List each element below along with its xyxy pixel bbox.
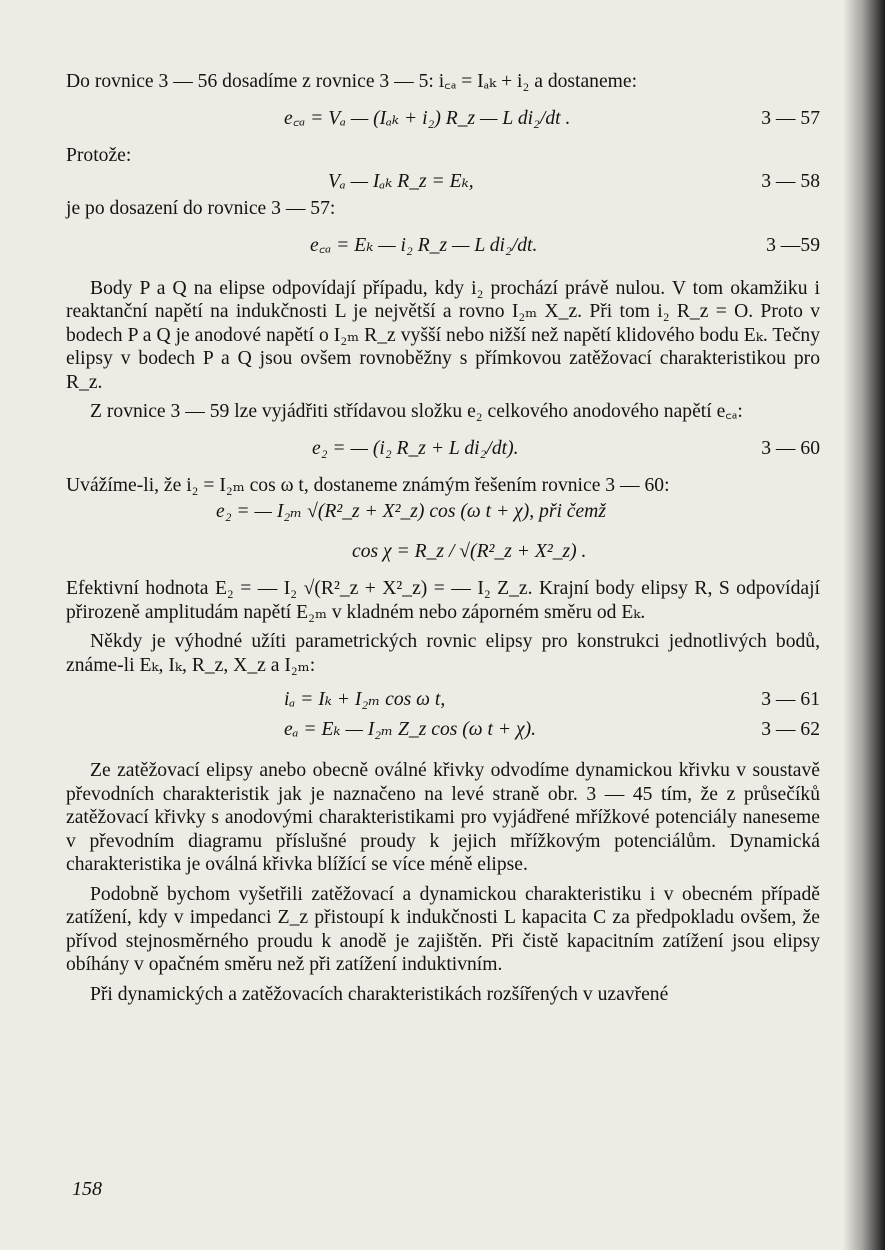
equation-expression: cos χ = R_z / √(R²_z + X²_z) .: [352, 541, 587, 563]
paragraph: Z rovnice 3 — 59 lze vyjádřiti střídavou složku e₂ celkového anodového napětí e꜀ₐ:: [90, 401, 743, 422]
equation-3-57: [66, 94, 820, 144]
label-protoze: Protože:: [66, 144, 132, 166]
paragraph: Při dynamických a zatěžovacích charakteristikách rozšířených v uzavřené: [90, 983, 669, 1005]
label-dosazeni: je po dosazení do rovnice 3 — 57:: [66, 198, 336, 219]
page-edge-shadow: [843, 0, 885, 1250]
equation-expression: e₂ = — I₂ₘ √(R²_z + X²_z) cos (ω t + χ), při čemž: [216, 501, 606, 523]
paragraph: Podobně bychom vyšetřili zatěžovací a dynamickou charakteristiku i v obecném případě zatížení, kdy v impedanci Z_z přistoupí k indukčnosti L kapacita C za předpokladu ovšem, že přívod stejnosměrného proudu k anodě je zajištěn. Při čistě kapacitním zatížení jsou elipsy obíhány v opačném směru než při zatížení induktivním.: [66, 883, 820, 975]
equation-number: 3 — 60: [761, 437, 820, 459]
equation-3-61: [66, 685, 820, 715]
paragraph: Efektivní hodnota E₂ = — I₂ √(R²_z + X²_z) = — I₂ Z_z. Krajní body elipsy R, S odpovídají přirozeně amplitudám napětí E₂ₘ v kladném nebo záporném směru od Eₖ.: [66, 578, 820, 623]
equation-cos-chi: [66, 527, 820, 577]
equation-e2: [66, 497, 820, 527]
equation-expression: eₐ = Eₖ — I₂ₘ Z_z cos (ω t + χ).: [284, 719, 537, 741]
equation-number: 3 —59: [766, 234, 820, 256]
equation-expression: iₐ = Iₖ + I₂ₘ cos ω t,: [284, 689, 446, 711]
equation-number: 3 — 57: [761, 107, 820, 129]
equation-number: 3 — 62: [761, 719, 820, 741]
equation-3-59: [66, 221, 820, 271]
equation-expression: e₂ = — (i₂ R_z + L di₂/dt).: [312, 437, 519, 459]
paragraph: Někdy je výhodné užíti parametrických rovnic elipsy pro konstrukci jednotlivých bodů, známe-li Eₖ, Iₖ, R_z, X_z a I₂ₘ:: [66, 631, 820, 676]
text-line: Do rovnice 3 — 56 dosadíme z rovnice 3 — 5: i꜀ₐ = Iₐₖ + i₂ a dostaneme:: [66, 71, 638, 92]
paragraph: Ze zatěžovací elipsy anebo obecně oválné křivky odvodíme dynamickou křivku v soustavě převodních charakteristik jak je naznačeno na levé straně obr. 3 — 45 tím, že z průsečíků zatěžovací křivky s anodovými charakteristikami pro vyjádřené mřížkové potenciály naneseme v převodním diagramu příslušné proudy k jejich mřížkovým potenciálům. Dynamická charakteristika je oválná křivka blížící se více méně elipse.: [66, 760, 820, 875]
equation-expression: e꜀ₐ = Vₐ — (Iₐₖ + i₂) R_z — L di₂/dt .: [284, 107, 571, 129]
equation-3-60: [66, 424, 820, 474]
equation-number: 3 — 58: [761, 171, 820, 193]
equation-3-58: [66, 167, 820, 197]
page-body: [66, 70, 820, 1006]
equation-3-62: [66, 715, 820, 745]
equation-expression: e꜀ₐ = Eₖ — i₂ R_z — L di₂/dt.: [310, 234, 538, 256]
page-number: 158: [72, 1178, 102, 1200]
equation-expression: Vₐ — Iₐₖ R_z = Eₖ,: [328, 171, 474, 193]
paragraph: Body P a Q na elipse odpovídají případu, kdy i₂ prochází právě nulou. V tom okamžiku i reaktanční napětí na indukčnosti L je největší a rovno I₂ₘ X_z. Při tom i₂ R_z = O. Proto v bodech P a Q je anodové napětí o I₂ₘ R_z vyšší nebo nižší než napětí klidového bodu Eₖ. Tečny elipsy v bodech P a Q jsou ovšem rovnoběžny s přímkovou zatěžovací charakteristikou pro R_z.: [66, 277, 820, 393]
equation-number: 3 — 61: [761, 689, 820, 711]
paragraph: Uvážíme-li, že i₂ = I₂ₘ cos ω t, dostaneme známým řešením rovnice 3 — 60:: [66, 474, 670, 496]
